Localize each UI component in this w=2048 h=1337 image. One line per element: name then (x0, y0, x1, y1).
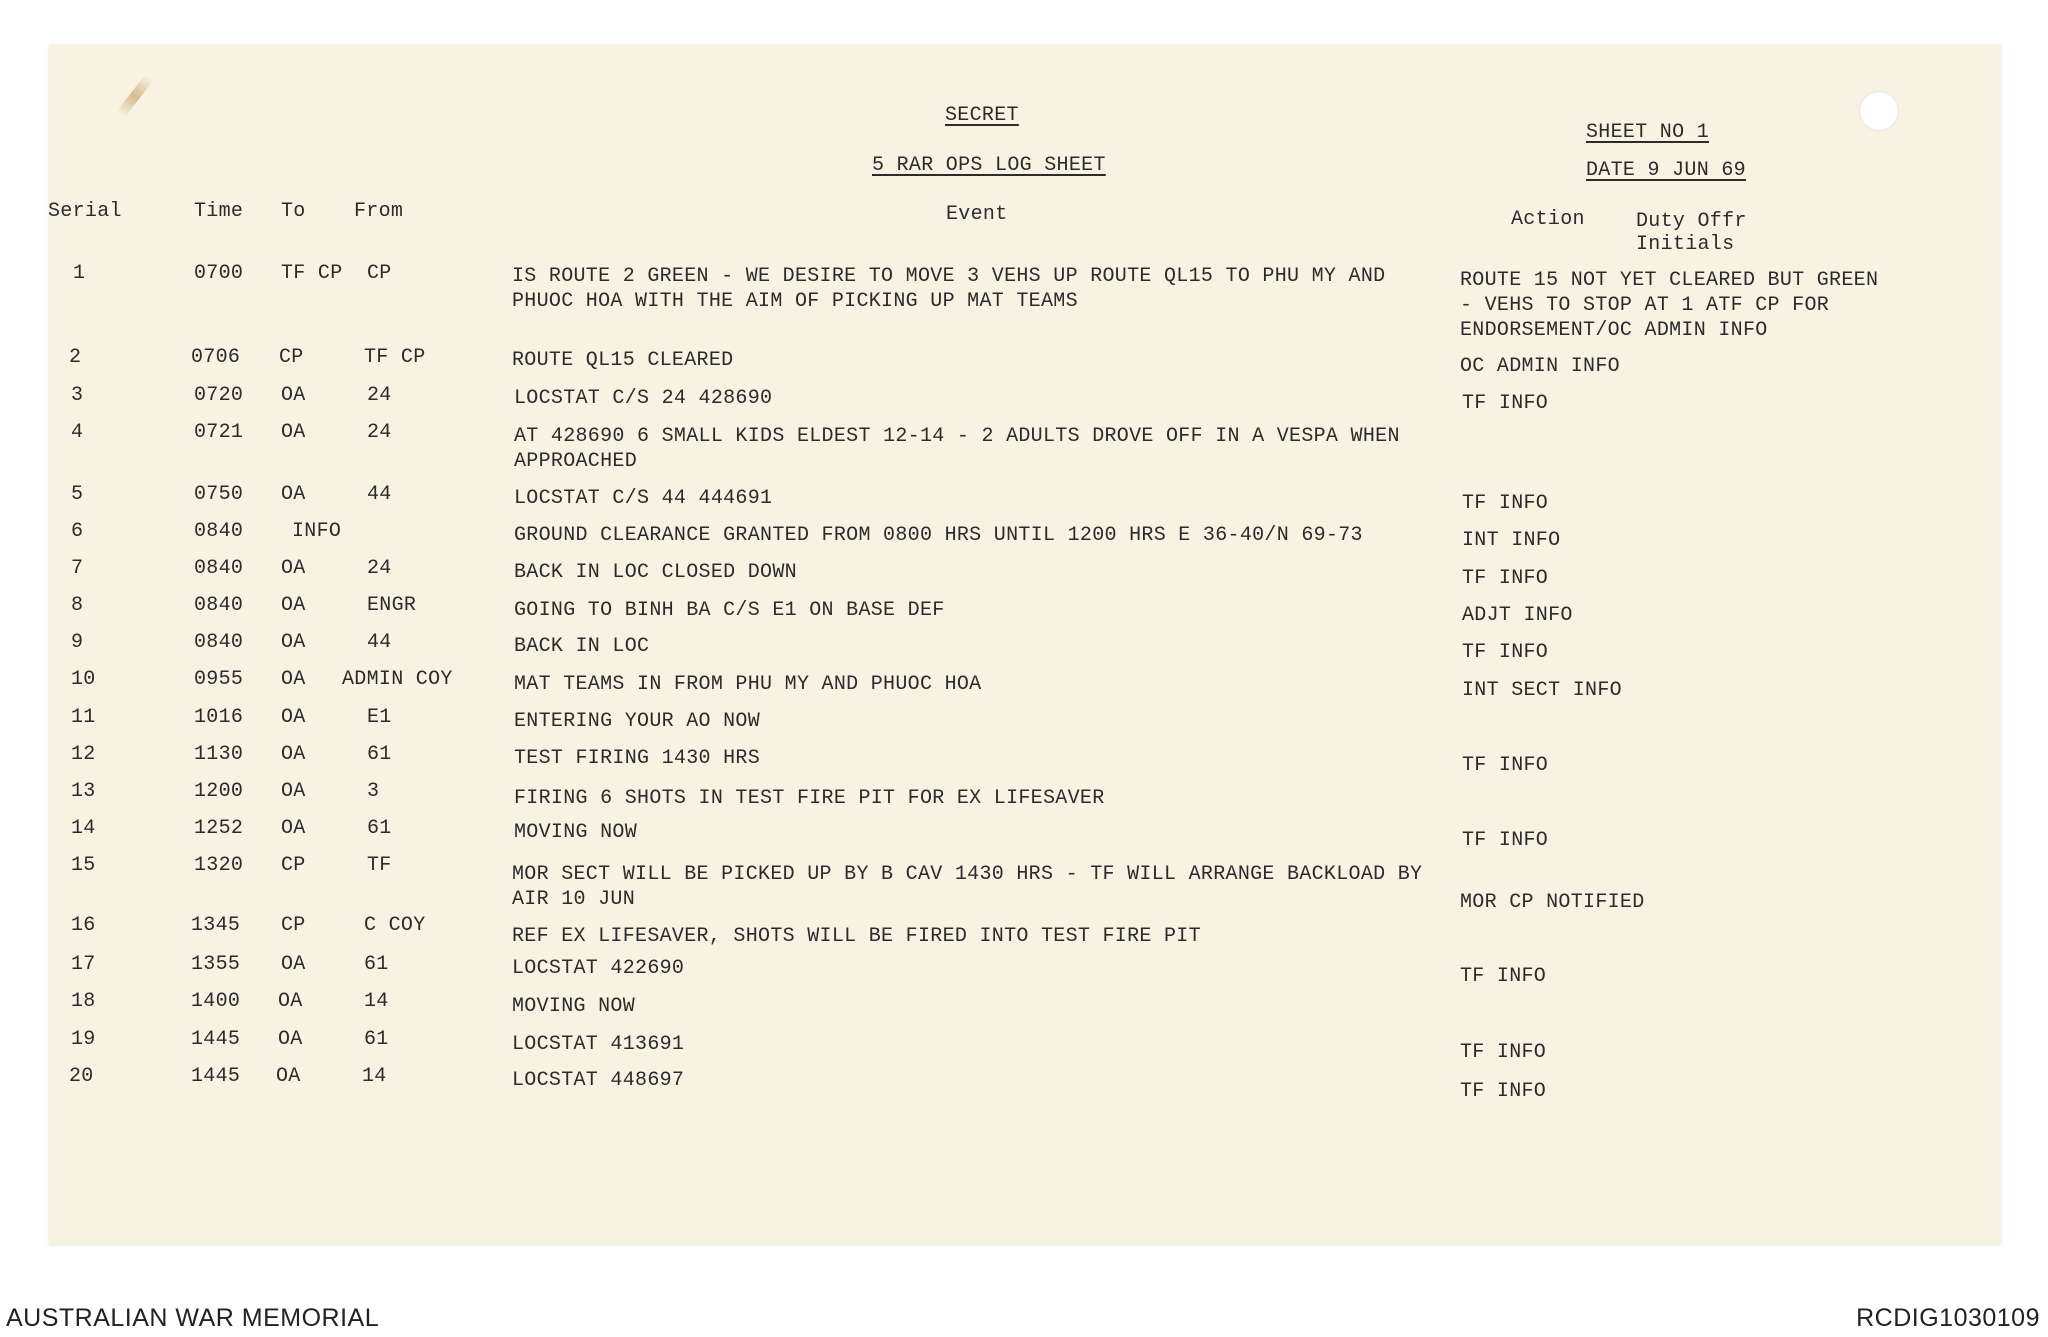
row-to: OA (281, 953, 306, 976)
row-from: 14 (364, 990, 389, 1013)
row-time: 1320 (194, 854, 244, 877)
row-to: OA (281, 817, 306, 840)
row-from: 61 (367, 743, 392, 766)
row-serial: 4 (71, 421, 84, 444)
sheet-title: 5 RAR OPS LOG SHEET (872, 154, 1106, 177)
col-header-action: Action (1511, 208, 1585, 231)
row-from: E1 (367, 706, 392, 729)
row-action: INT INFO (1462, 529, 1561, 552)
row-to: CP (279, 346, 304, 369)
row-action: TF INFO (1462, 567, 1549, 590)
row-from: 61 (364, 953, 389, 976)
row-serial: 2 (69, 346, 82, 369)
row-time: 1252 (194, 817, 244, 840)
footer-id: RCDIG1030109 (1856, 1304, 2040, 1332)
row-time: 1200 (194, 780, 244, 803)
row-time: 1016 (194, 706, 244, 729)
row-time: 1445 (191, 1065, 241, 1088)
sheet-date: DATE 9 JUN 69 (1586, 159, 1746, 182)
row-time: 0955 (194, 668, 244, 691)
row-action: TF INFO (1462, 829, 1549, 852)
row-from: 24 (367, 421, 392, 444)
row-event: GOING TO BINH BA C/S E1 ON BASE DEF (514, 599, 945, 622)
row-time: 0840 (194, 520, 244, 543)
row-action: TF INFO (1460, 1041, 1547, 1064)
row-event: ROUTE QL15 CLEARED (512, 349, 734, 372)
row-serial: 16 (71, 914, 96, 937)
row-event: BACK IN LOC CLOSED DOWN (514, 561, 797, 584)
row-serial: 7 (71, 557, 84, 580)
row-to: OA (278, 990, 303, 1013)
row-to: TF CP (281, 262, 343, 285)
row-to: OA (281, 668, 306, 691)
stain-mark (116, 74, 153, 118)
row-action: TF INFO (1460, 1080, 1547, 1103)
row-from: 61 (367, 817, 392, 840)
row-to: OA (281, 631, 306, 654)
row-serial: 17 (71, 953, 96, 976)
row-from: C COY (364, 914, 426, 937)
row-serial: 1 (73, 262, 86, 285)
row-time: 1130 (194, 743, 244, 766)
row-serial: 11 (71, 706, 96, 729)
row-serial: 12 (71, 743, 96, 766)
row-time: 1355 (191, 953, 241, 976)
row-to: OA (281, 780, 306, 803)
row-event: LOCSTAT 448697 (512, 1069, 685, 1092)
row-event: ENTERING YOUR AO NOW (514, 710, 761, 733)
row-action: ROUTE 15 NOT YET CLEARED BUT GREEN - VEHS TO STOP AT 1 ATF CP FOR ENDORSEMENT/OC ADMIN INFO (1460, 269, 1879, 342)
row-action: TF INFO (1462, 754, 1549, 777)
footer-source: AUSTRALIAN WAR MEMORIAL (6, 1304, 380, 1332)
row-from: ENGR (367, 594, 417, 617)
row-serial: 5 (71, 483, 84, 506)
row-from: TF CP (364, 346, 426, 369)
row-event: IS ROUTE 2 GREEN - WE DESIRE TO MOVE 3 VEHS UP ROUTE QL15 TO PHU MY AND PHUOC HOA WITH THE AIM OF PICKING UP MAT TEAMS (512, 265, 1386, 313)
row-from: 24 (367, 384, 392, 407)
col-header-event: Event (946, 203, 1008, 226)
row-to: INFO (292, 520, 342, 543)
row-to: OA (281, 421, 306, 444)
row-action: TF INFO (1460, 965, 1547, 988)
row-serial: 6 (71, 520, 84, 543)
row-to: OA (281, 384, 306, 407)
sheet-number: SHEET NO 1 (1586, 121, 1710, 144)
row-action: OC ADMIN INFO (1460, 355, 1620, 378)
row-action: MOR CP NOTIFIED (1460, 891, 1645, 914)
row-event: LOCSTAT C/S 24 428690 (514, 387, 773, 410)
col-header-serial: Serial (48, 200, 122, 223)
row-event: GROUND CLEARANCE GRANTED FROM 0800 HRS UNTIL 1200 HRS E 36-40/N 69-73 (514, 524, 1363, 547)
row-event: MAT TEAMS IN FROM PHU MY AND PHUOC HOA (514, 673, 982, 696)
row-serial: 19 (71, 1028, 96, 1051)
row-serial: 20 (69, 1065, 94, 1088)
row-event: REF EX LIFESAVER, SHOTS WILL BE FIRED INTO TEST FIRE PIT (512, 925, 1201, 948)
row-serial: 8 (71, 594, 84, 617)
row-time: 0720 (194, 384, 244, 407)
row-time: 1400 (191, 990, 241, 1013)
row-event: LOCSTAT 413691 (512, 1033, 685, 1056)
row-from: TF (367, 854, 392, 877)
col-header-time: Time (194, 200, 244, 223)
row-serial: 10 (71, 668, 96, 691)
row-action: TF INFO (1462, 641, 1549, 664)
row-to: OA (281, 557, 306, 580)
row-time: 0750 (194, 483, 244, 506)
row-to: OA (281, 594, 306, 617)
row-action: TF INFO (1462, 392, 1549, 415)
row-action: ADJT INFO (1462, 604, 1573, 627)
row-to: OA (276, 1065, 301, 1088)
row-from: 14 (362, 1065, 387, 1088)
col-header-duty-offr: Duty Offr (1636, 210, 1747, 233)
row-action: INT SECT INFO (1462, 679, 1622, 702)
row-serial: 18 (71, 990, 96, 1013)
row-from: 24 (367, 557, 392, 580)
row-time: 1445 (191, 1028, 241, 1051)
row-from: ADMIN COY (342, 668, 453, 691)
row-from: 3 (367, 780, 380, 803)
row-time: 0721 (194, 421, 244, 444)
row-time: 1345 (191, 914, 241, 937)
row-event: MOR SECT WILL BE PICKED UP BY B CAV 1430 HRS - TF WILL ARRANGE BACKLOAD BY AIR 10 JUN (512, 863, 1423, 911)
row-action: TF INFO (1462, 492, 1549, 515)
punch-hole (1859, 91, 1899, 131)
classification-label: SECRET (945, 104, 1019, 127)
row-event: FIRING 6 SHOTS IN TEST FIRE PIT FOR EX LIFESAVER (514, 787, 1105, 810)
row-to: OA (281, 483, 306, 506)
row-serial: 9 (71, 631, 84, 654)
row-event: TEST FIRING 1430 HRS (514, 747, 761, 770)
col-header-to: To (281, 200, 306, 223)
row-time: 0840 (194, 594, 244, 617)
row-to: OA (278, 1028, 303, 1051)
row-time: 0706 (191, 346, 241, 369)
row-to: CP (281, 854, 306, 877)
row-to: OA (281, 743, 306, 766)
row-event: BACK IN LOC (514, 635, 650, 658)
row-serial: 13 (71, 780, 96, 803)
row-event: AT 428690 6 SMALL KIDS ELDEST 12-14 - 2 ADULTS DROVE OFF IN A VESPA WHEN APPROACHED (514, 425, 1400, 473)
row-from: 44 (367, 483, 392, 506)
row-event: LOCSTAT C/S 44 444691 (514, 487, 773, 510)
row-event: MOVING NOW (514, 821, 638, 844)
row-serial: 14 (71, 817, 96, 840)
row-time: 0700 (194, 262, 244, 285)
row-serial: 3 (71, 384, 84, 407)
row-from: 44 (367, 631, 392, 654)
row-serial: 15 (71, 854, 96, 877)
row-event: LOCSTAT 422690 (512, 957, 685, 980)
row-from: CP (367, 262, 392, 285)
row-event: MOVING NOW (512, 995, 636, 1018)
row-time: 0840 (194, 557, 244, 580)
row-from: 61 (364, 1028, 389, 1051)
col-header-from: From (354, 200, 404, 223)
row-to: OA (281, 706, 306, 729)
col-header-initials: Initials (1636, 233, 1735, 256)
row-to: CP (281, 914, 306, 937)
row-time: 0840 (194, 631, 244, 654)
